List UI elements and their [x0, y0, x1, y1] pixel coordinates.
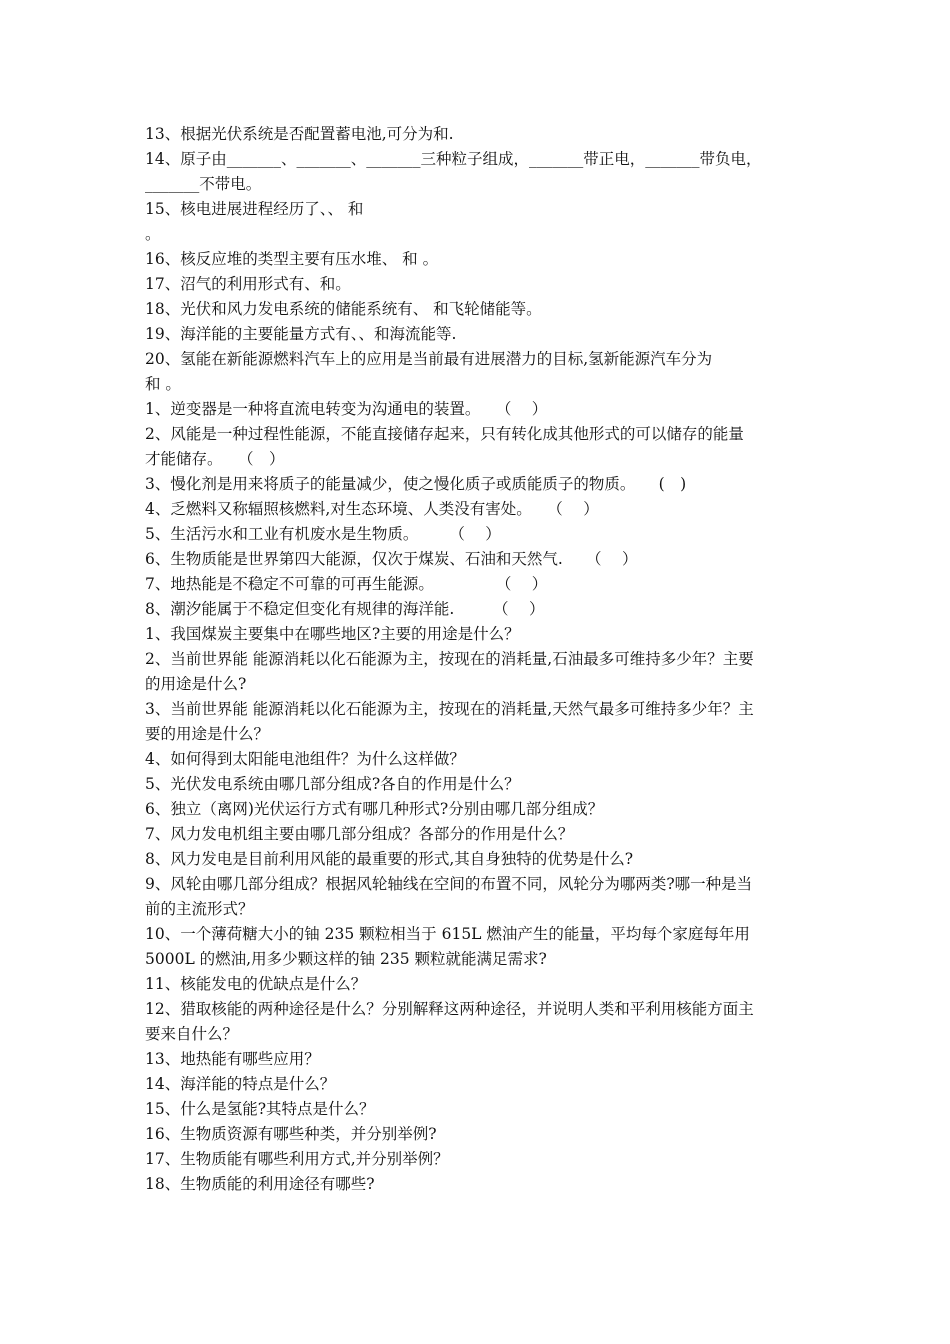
- text-line: 3、当前世界能 能源消耗以化石能源为主，按现在的消耗量,天然气最多可维持多少年？主: [145, 700, 754, 718]
- text-line: 20、氢能在新能源燃料汽车上的应用是当前最有进展潜力的目标,氢新能源汽车分为: [145, 350, 713, 368]
- text-line: 11、核能发电的优缺点是什么？: [145, 975, 367, 993]
- text-line: 7、地热能是不稳定不可靠的可再生能源。 （ ）: [145, 575, 548, 593]
- text-line: 17、沼气的利用形式有、和。: [145, 275, 351, 293]
- text-line: 14、海洋能的特点是什么？: [145, 1075, 336, 1093]
- text-line: 才能储存。 （ ）: [145, 450, 285, 468]
- text-line: 4、如何得到太阳能电池组件？为什么这样做？: [145, 750, 465, 768]
- text-line: 。: [145, 225, 161, 243]
- text-line: 要的用途是什么？: [145, 725, 270, 743]
- text-line: 9、风轮由哪几部分组成？根据风轮轴线在空间的布置不同，风轮分为哪两类?哪一种是当: [145, 875, 753, 893]
- text-line: 2、风能是一种过程性能源，不能直接储存起来，只有转化成其他形式的可以储存的能量: [145, 425, 744, 443]
- text-line: 7、风力发电机组主要由哪几部分组成？各部分的作用是什么？: [145, 825, 574, 843]
- text-line: 10、一个薄荷糖大小的铀 235 颗粒相当于 615L 燃油产生的能量，平均每个家庭每年用: [145, 925, 750, 943]
- text-line: 6、独立（离网)光伏运行方式有哪几种形式?分别由哪几部分组成？: [145, 800, 604, 818]
- text-line: 16、核反应堆的类型主要有压水堆、 和 。: [145, 250, 439, 268]
- text-line: 3、慢化剂是用来将质子的能量减少，使之慢化质子或质能质子的物质。 ( ): [145, 475, 687, 493]
- text-line: 8、潮汐能属于不稳定但变化有规律的海洋能. （ ）: [145, 600, 545, 618]
- text-line: 要来自什么？: [145, 1025, 239, 1043]
- text-line: 18、生物质能的利用途径有哪些?: [145, 1175, 375, 1193]
- text-line: 18、光伏和风力发电系统的储能系统有、 和飞轮储能等。: [145, 300, 542, 318]
- text-line: 5、生活污水和工业有机废水是生物质。 （ ）: [145, 525, 501, 543]
- document-page: [145, 122, 815, 1197]
- text-line: 和 。: [145, 375, 181, 393]
- text-line: 的用途是什么?: [145, 675, 247, 693]
- text-line: 19、海洋能的主要能量方式有、、和海流能等.: [145, 325, 457, 343]
- text-line: 6、生物质能是世界第四大能源，仅次于煤炭、石油和天然气. （ ）: [145, 550, 638, 568]
- text-line: 1、我国煤炭主要集中在哪些地区?主要的用途是什么？: [145, 625, 520, 643]
- text-line: 14、原子由_______、_______、_______三种粒子组成，_______带正电，_______带负电，: [145, 150, 762, 168]
- text-line: 5、光伏发电系统由哪几部分组成?各自的作用是什么？: [145, 775, 520, 793]
- text-line: 4、乏燃料又称辐照核燃料,对生态环境、人类没有害处。 （ ）: [145, 500, 599, 518]
- text-line: 5000L 的燃油,用多少颗这样的铀 235 颗粒就能满足需求?: [145, 950, 547, 968]
- text-line: 13、根据光伏系统是否配置蓄电池,可分为和.: [145, 125, 454, 143]
- text-line: 前的主流形式？: [145, 900, 254, 918]
- text-line: 8、风力发电是目前利用风能的最重要的形式,其自身独特的优势是什么?: [145, 850, 634, 868]
- text-line: 2、当前世界能 能源消耗以化石能源为主，按现在的消耗量,石油最多可维持多少年？主要: [145, 650, 754, 668]
- text-line: 15、核电进展进程经历了、、 和: [145, 200, 364, 218]
- text-line: 15、什么是氢能?其特点是什么？: [145, 1100, 375, 1118]
- text-line: _______不带电。: [145, 175, 262, 193]
- text-line: 13、地热能有哪些应用？: [145, 1050, 320, 1068]
- text-line: 1、逆变器是一种将直流电转变为沟通电的装置。 （ ）: [145, 400, 548, 418]
- text-line: 12、猎取核能的两种途径是什么？分别解释这两种途径，并说明人类和平利用核能方面主: [145, 1000, 754, 1018]
- text-line: 16、生物质资源有哪些种类，并分别举例?: [145, 1125, 437, 1143]
- text-line: 17、生物质能有哪些利用方式,并分别举例？: [145, 1150, 449, 1168]
